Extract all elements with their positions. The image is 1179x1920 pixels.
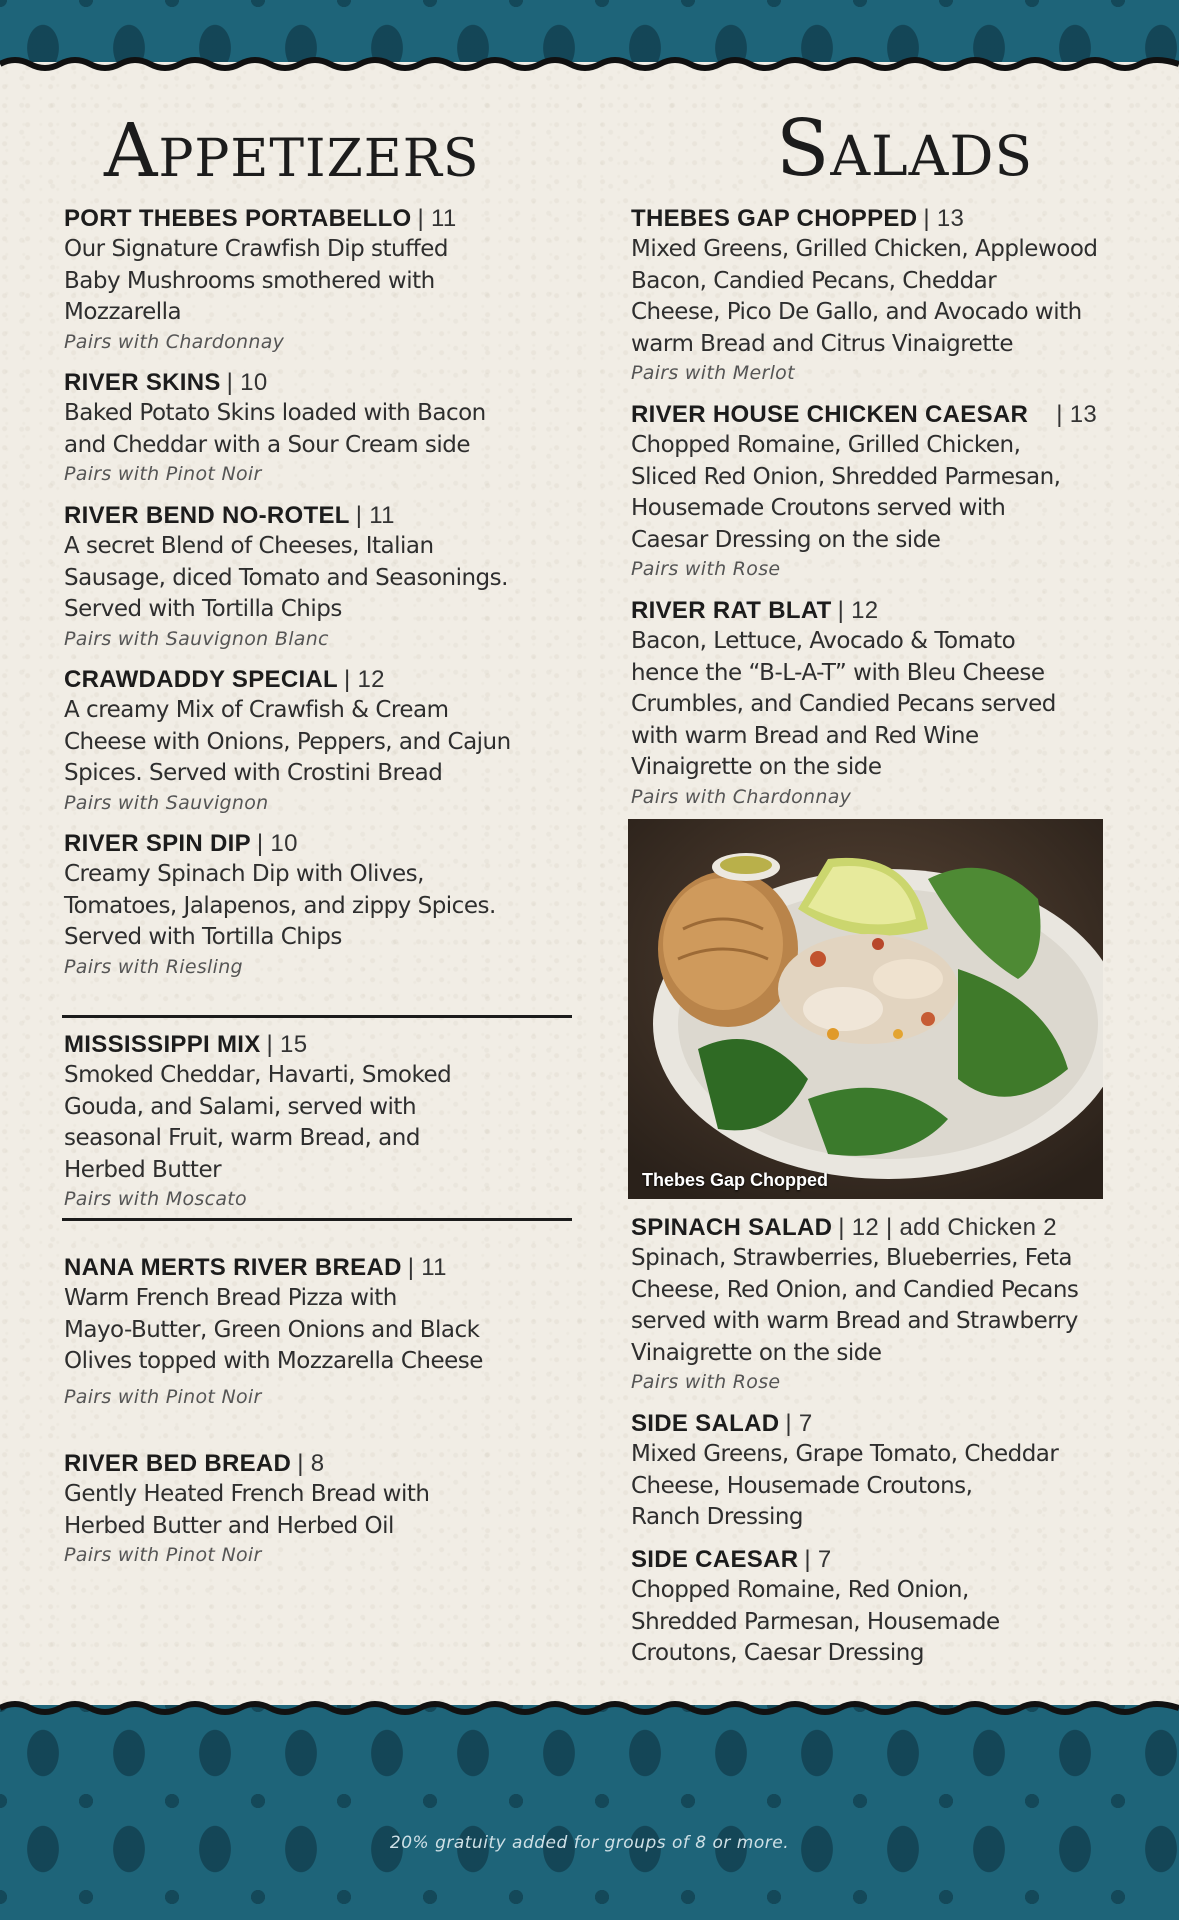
- menu-item: [64, 204, 624, 355]
- wine-pairing: Pairs with Sauvignon: [64, 791, 269, 814]
- wine-pairing: Pairs with Merlot: [631, 362, 795, 384]
- item-price: | 11: [417, 205, 457, 232]
- wine-pairing: Pairs with Pinot Noir: [64, 1544, 262, 1566]
- item-name: SIDE SALAD: [631, 1410, 780, 1437]
- menu-item: [631, 1545, 1179, 1670]
- item-name: NANA MERTS RIVER BREAD: [64, 1254, 402, 1281]
- menu-item: [631, 596, 1179, 810]
- menu-item: [631, 1213, 1179, 1395]
- wine-pairing: Pairs with Sauvignon Blanc: [64, 627, 329, 650]
- item-price: | 10: [256, 830, 298, 857]
- featured-bottom-rule: [62, 1218, 572, 1221]
- wine-pairing: Pairs with Rose: [631, 1371, 781, 1393]
- menu-item: [64, 501, 624, 652]
- item-price: | 13: [1056, 401, 1097, 428]
- item-name: PORT THEBES PORTABELLO: [64, 205, 412, 232]
- item-price: | 7: [804, 1546, 832, 1573]
- item-price: | 15: [266, 1031, 308, 1058]
- item-price: | 12: [344, 666, 385, 693]
- item-name: MISSISSIPPI MIX: [64, 1031, 261, 1058]
- item-name: RIVER SPIN DIP: [64, 830, 251, 857]
- item-description: Bacon, Lettuce, Avocado & Tomato hence the “B-L-A-T” with Bleu Cheese Crumbles, and Candied Pecans served with warm Bread and Red Wine Vinaigrette on the side: [631, 628, 1056, 780]
- item-price: | 12 | add Chicken 2: [838, 1214, 1057, 1241]
- menu-item: [64, 368, 624, 487]
- item-description: Baked Potato Skins loaded with Bacon and Cheddar with a Sour Cream side: [64, 400, 486, 458]
- item-name: RIVER RAT BLAT: [631, 597, 832, 624]
- item-description: Chopped Romaine, Red Onion, Shredded Parmesan, Housemade Croutons, Caesar Dressing: [631, 1577, 1000, 1666]
- wine-pairing: Pairs with Pinot Noir: [64, 463, 262, 485]
- gratuity-note: 20% gratuity added for groups of 8 or more.: [389, 1833, 790, 1853]
- item-description: A secret Blend of Cheeses, Italian Sausage, diced Tomato and Seasonings. Served with Tortilla Chips: [64, 533, 508, 622]
- item-description: Chopped Romaine, Grilled Chicken, Sliced Red Onion, Shredded Parmesan, Housemade Croutons served with Caesar Dressing on the side: [631, 432, 1061, 553]
- item-price: | 10: [226, 369, 268, 396]
- item-name: RIVER SKINS: [64, 369, 221, 396]
- item-name: SIDE CAESAR: [631, 1546, 799, 1573]
- item-price: | 11: [407, 1254, 447, 1281]
- menu-item: [64, 829, 624, 980]
- item-name: CRAWDADDY SPECIAL: [64, 666, 339, 693]
- item-name: RIVER BED BREAD: [64, 1450, 292, 1477]
- item-description: Our Signature Crawfish Dip stuffed Baby Mushrooms smothered with Mozzarella: [64, 236, 449, 325]
- item-price: | 8: [297, 1450, 325, 1477]
- featured-top-rule: [62, 1015, 572, 1018]
- item-price: | 7: [785, 1410, 813, 1437]
- salads-heading: Salads: [776, 104, 1034, 194]
- item-name: RIVER HOUSE CHICKEN CAESAR: [631, 401, 1029, 428]
- wine-pairing: Pairs with Chardonnay: [631, 785, 852, 808]
- menu-item: [631, 400, 1179, 582]
- item-price: | 12: [837, 597, 879, 624]
- item-name: RIVER BEND NO-ROTEL: [64, 502, 350, 529]
- item-name: THEBES GAP CHOPPED: [631, 205, 918, 232]
- menu-item: [64, 1253, 624, 1410]
- menu-item: [631, 1409, 1179, 1534]
- item-name: SPINACH SALAD: [631, 1214, 833, 1241]
- bottom-damask-band: [0, 1705, 1179, 1920]
- appetizers-heading: Appetizers: [104, 108, 480, 194]
- item-description: Gently Heated French Bread with Herbed Butter and Herbed Oil: [64, 1481, 430, 1539]
- wine-pairing: Pairs with Pinot Noir: [64, 1385, 262, 1408]
- item-description: Warm French Bread Pizza with Mayo-Butter, Green Onions and Black Olives topped with Mozzarella Cheese: [64, 1285, 483, 1374]
- salad-photo: [628, 819, 1103, 1199]
- menu-item: [64, 1449, 624, 1568]
- wine-pairing: Pairs with Rose: [631, 558, 781, 580]
- item-description: Mixed Greens, Grilled Chicken, Applewood Bacon, Candied Pecans, Cheddar Cheese, Pico De Gallo, and Avocado with warm Bread and Citrus Vinaigrette: [631, 236, 1098, 357]
- item-price: | 11: [355, 502, 395, 529]
- menu-item: [631, 204, 1179, 386]
- wine-pairing: Pairs with Chardonnay: [64, 330, 285, 353]
- top-wave-border: [0, 56, 1179, 72]
- wine-pairing: Pairs with Riesling: [64, 955, 243, 978]
- photo-caption: Thebes Gap Chopped: [642, 1170, 829, 1190]
- item-description: Spinach, Strawberries, Blueberries, Feta Cheese, Red Onion, and Candied Pecans served with warm Bread and Strawberry Vinaigrette on the side: [631, 1245, 1079, 1366]
- menu-item: [64, 665, 624, 816]
- item-description: Creamy Spinach Dip with Olives, Tomatoes, Jalapenos, and zippy Spices. Served with Tortilla Chips: [64, 861, 496, 950]
- item-price: | 13: [923, 205, 965, 232]
- item-description: A creamy Mix of Crawfish & Cream Cheese with Onions, Peppers, and Cajun Spices. Served with Crostini Bread: [64, 697, 511, 786]
- menu-item-featured: [64, 1030, 624, 1212]
- bottom-wave-border: [0, 1700, 1179, 1716]
- salad-illustration: [628, 819, 1103, 1199]
- item-description: Mixed Greens, Grape Tomato, Cheddar Cheese, Housemade Croutons, Ranch Dressing: [631, 1441, 1059, 1530]
- wine-pairing: Pairs with Moscato: [64, 1188, 247, 1210]
- item-description: Smoked Cheddar, Havarti, Smoked Gouda, and Salami, served with seasonal Fruit, warm Bread, and Herbed Butter: [64, 1062, 452, 1183]
